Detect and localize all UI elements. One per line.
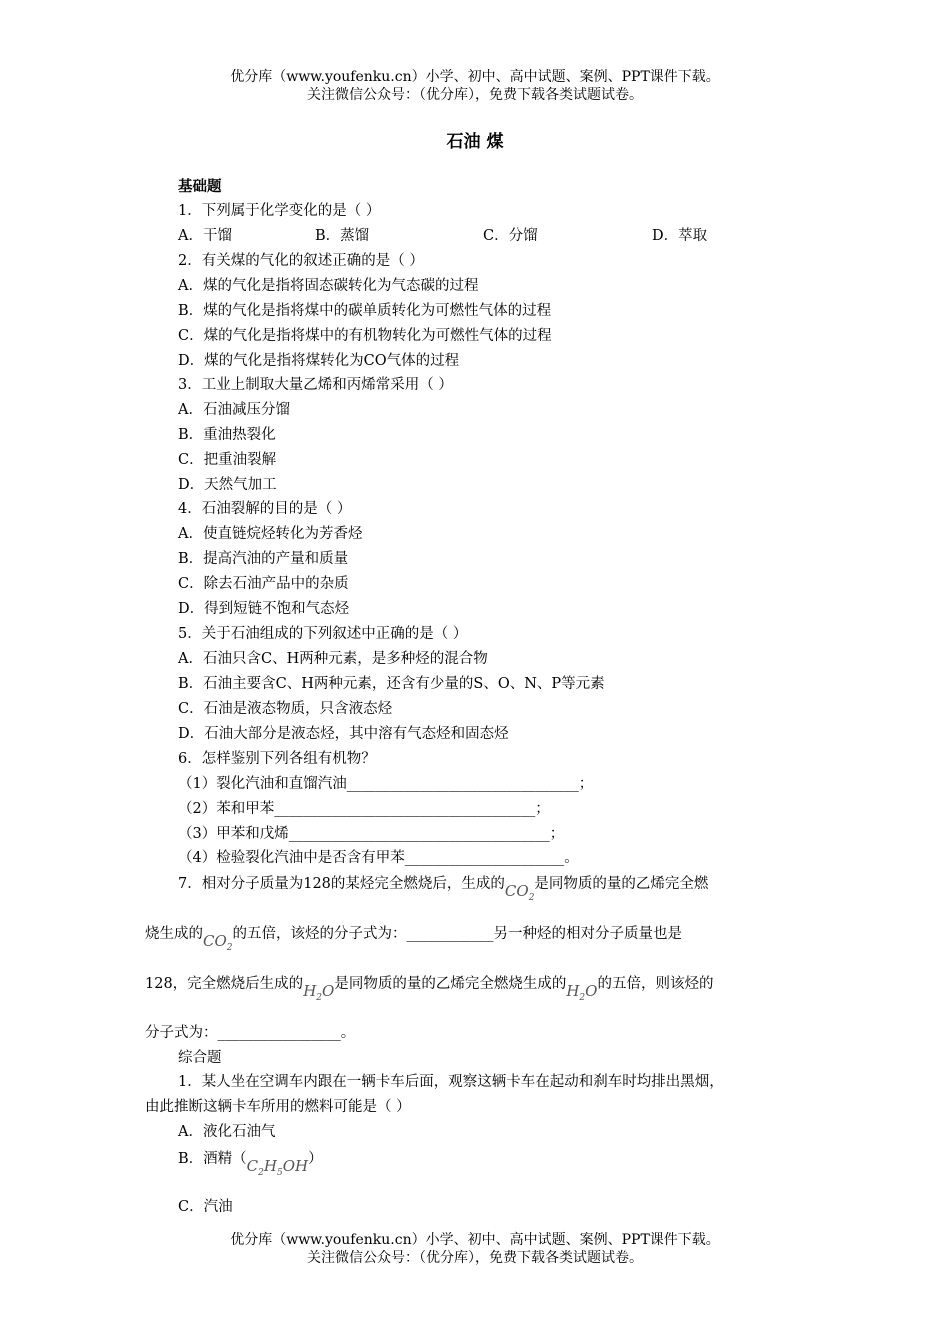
q6-part-1: （1）裂化汽油和直馏汽油________________________________； bbox=[178, 776, 594, 792]
h2o-formula: $H_2O$ bbox=[303, 982, 335, 1003]
co2-formula: $CO_2$ bbox=[203, 932, 233, 953]
page-title: 石油 煤 bbox=[446, 132, 504, 152]
q1-option-a: A．干馏 bbox=[178, 228, 232, 244]
co2-formula: $CO_2$ bbox=[504, 882, 535, 903]
q4-option-b: B．提高汽油的产量和质量 bbox=[178, 551, 349, 567]
q5-option-a: A．石油只含C、H两种元素，是多种烃的混合物 bbox=[178, 651, 488, 667]
q7-line-3 bbox=[145, 973, 714, 1003]
q3-option-a: A．石油减压分馏 bbox=[178, 402, 290, 418]
q4-option-a: A．使直链烷烃转化为芳香烃 bbox=[178, 526, 363, 542]
q7-line-3b: 是同物质的量的乙烯完全燃烧生成的 bbox=[334, 976, 567, 992]
q5-option-c: C．石油是液态物质，只含液态烃 bbox=[178, 701, 393, 717]
q3-option-b: B．重油热裂化 bbox=[178, 427, 276, 443]
q7-line-1a: 7．相对分子质量为128的某烃完全燃烧后，生成的 bbox=[178, 876, 505, 892]
header-line-2: 关注微信公众号：（优分库），免费下载各类试题试卷。 bbox=[307, 87, 643, 103]
q3-option-d: D．天然气加工 bbox=[178, 477, 277, 493]
q1-option-b: B．蒸馏 bbox=[315, 228, 370, 244]
section-basic-heading: 基础题 bbox=[178, 178, 222, 195]
q1-option-c: C．分馏 bbox=[483, 228, 538, 244]
q3-option-c: C．把重油裂解 bbox=[178, 452, 277, 468]
q4-option-c: C．除去石油产品中的杂质 bbox=[178, 576, 349, 592]
q1-stem: 1．下列属于化学变化的是（ ） bbox=[178, 203, 381, 219]
q2-stem: 2．有关煤的气化的叙述正确的是（ ） bbox=[178, 253, 424, 269]
footer-line-1: 优分库（www.youfenku.cn）小学、初中、高中试题、案例、PPT课件下载。 bbox=[230, 1232, 720, 1248]
h2o-formula: $H_2O$ bbox=[566, 982, 598, 1003]
section-comprehensive-heading: 综合题 bbox=[178, 1050, 222, 1066]
q2-option-b: B．煤的气化是指将煤中的碳单质转化为可燃性气体的过程 bbox=[178, 303, 552, 319]
q5-option-b: B．石油主要含C、H两种元素，还含有少量的S、O、N、P等元素 bbox=[178, 676, 605, 692]
q7-line-2 bbox=[145, 923, 683, 953]
q7-line-1b: 是同物质的量的乙烯完全燃 bbox=[534, 876, 709, 892]
q4-option-d: D．得到短链不饱和气态烃 bbox=[178, 601, 350, 617]
q7-line-3a: 128，完全燃烧后生成的 bbox=[145, 976, 304, 992]
q6-part-3: （3）甲苯和戊烯____________________________________； bbox=[178, 826, 565, 842]
c1-option-b: B．酒精$(C_2H_5OH)$ bbox=[178, 1151, 323, 1178]
q7-line-2a: 烧生成的 bbox=[145, 926, 203, 942]
q7-line-1 bbox=[178, 873, 709, 903]
ethanol-formula: $C_2H_5OH$ bbox=[246, 1157, 309, 1178]
q5-stem: 5．关于石油组成的下列叙述中正确的是（ ） bbox=[178, 626, 468, 642]
q6-part-2: （2）苯和甲苯____________________________________； bbox=[178, 801, 550, 817]
q2-option-d: D．煤的气化是指将煤转化为CO气体的过程 bbox=[178, 353, 460, 369]
q7-line-4: 分子式为：_________________。 bbox=[145, 1025, 356, 1041]
q2-option-a: A．煤的气化是指将固态碳转化为气态碳的过程 bbox=[178, 278, 479, 294]
c1-stem-line-1: 1．某人坐在空调车内跟在一辆卡车后面，观察这辆卡车在起动和刹车时均排出黑烟， bbox=[178, 1074, 724, 1090]
c1-option-c: C．汽油 bbox=[178, 1199, 233, 1215]
q7-line-2b: 的五倍，该烃的分子式为：____________另一种烃的相对分子质量也是 bbox=[232, 926, 683, 942]
q7-line-3c: 的五倍，则该烃的 bbox=[597, 976, 714, 992]
q4-stem: 4．石油裂解的目的是（ ） bbox=[178, 501, 352, 517]
c1-option-a: A．液化石油气 bbox=[178, 1124, 276, 1140]
q6-stem: 6．怎样鉴别下列各组有机物？ bbox=[178, 751, 376, 767]
footer-line-2: 关注微信公众号：（优分库），免费下载各类试题试卷。 bbox=[307, 1250, 643, 1266]
q2-option-c: C．煤的气化是指将煤中的有机物转化为可燃性气体的过程 bbox=[178, 328, 552, 344]
c1-stem-line-2: 由此推断这辆卡车所用的燃料可能是（ ） bbox=[145, 1099, 411, 1115]
header-line-1: 优分库（www.youfenku.cn）小学、初中、高中试题、案例、PPT课件下载。 bbox=[230, 69, 720, 85]
q5-option-d: D．石油大部分是液态烃，其中溶有气态烃和固态烃 bbox=[178, 726, 509, 742]
q6-part-4: （4）检验裂化汽油中是否含有甲苯______________________。 bbox=[178, 850, 579, 866]
q3-stem: 3．工业上制取大量乙烯和丙烯常采用（ ） bbox=[178, 377, 453, 393]
q1-option-d: D．萃取 bbox=[652, 228, 708, 244]
